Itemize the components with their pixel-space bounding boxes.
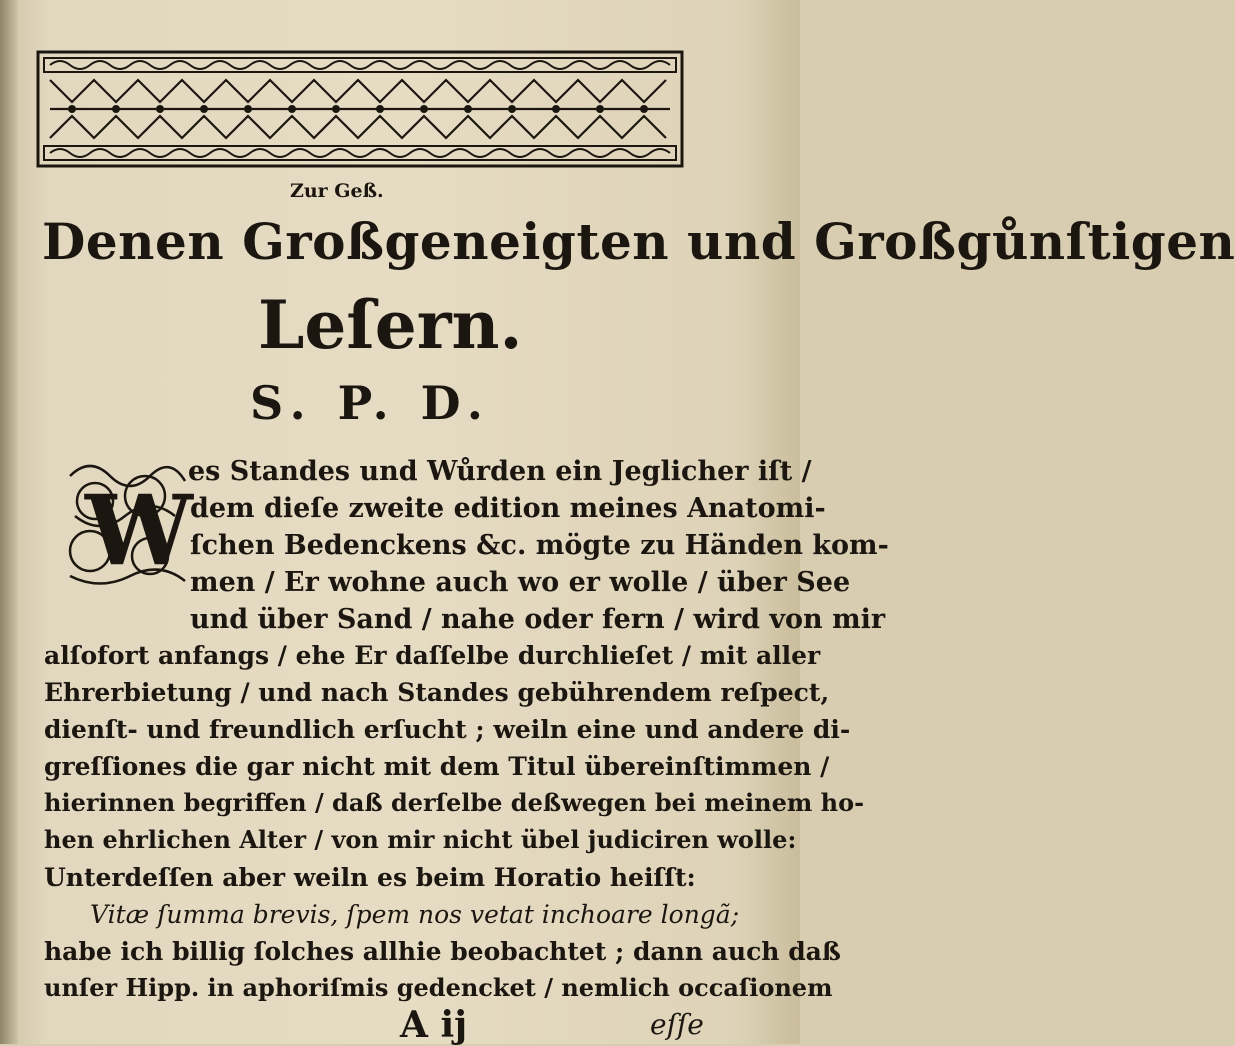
body-line-latin-quote: Vitæ ſumma brevis, ſpem nos vetat inchoare longã; — [90, 900, 740, 929]
body-line-8: dienſt- und freundlich erſucht ; weiln eine und andere di- — [44, 715, 851, 744]
body-line-15: unſer Hipp. in aphoriſmis gedencket / nemlich occaſionem — [44, 973, 833, 1002]
catchword: eſſe — [650, 1008, 704, 1041]
page-gutter — [0, 0, 18, 1044]
body-line-9: greſſiones die gar nicht mit dem Titul übereinſtimmen / — [44, 752, 830, 781]
body-line-10: hierinnen begriffen / daß derſelbe deßwegen bei meinem ho- — [44, 788, 865, 817]
body-line-2: dem dieſe zweite edition meines Anatomi- — [190, 493, 826, 524]
body-line-14: habe ich billig ſolches allhie beobachtet ; dann auch daß — [44, 937, 841, 966]
signature-mark: A ij — [400, 1004, 468, 1046]
dedication-heading-line2: Leſern. — [258, 286, 523, 364]
body-line-12: Unterdeſſen aber weiln es beim Horatio heiſſt: — [44, 863, 696, 892]
dedication-heading-line1: Denen Großgeneigten und Großgůnſtigen — [42, 212, 1235, 271]
decorated-initial-w — [60, 456, 193, 596]
body-line-7: Ehrerbietung / und nach Standes gebührendem reſpect, — [44, 678, 830, 707]
body-line-4: men / Er wohne auch wo er wolle / über See — [190, 567, 851, 598]
body-line-5: und über Sand / nahe oder fern / wird von mir — [190, 604, 886, 635]
body-line-1: es Standes und Wůrden ein Jeglicher iſt / — [188, 456, 812, 487]
body-line-3: ſchen Bedenckens &c. mögte zu Händen kom- — [190, 530, 889, 561]
top-catchword: Zur Geß. — [290, 180, 384, 202]
salutation-spd: S. P. D. — [250, 376, 491, 430]
initial-letter: W — [85, 474, 193, 587]
body-line-6: alſofort anfangs / ehe Er daſſelbe durchlieſet / mit aller — [44, 641, 821, 670]
ornament-header-band — [36, 50, 684, 168]
body-line-11: hen ehrlichen Alter / von mir nicht übel judiciren wolle: — [44, 825, 797, 854]
